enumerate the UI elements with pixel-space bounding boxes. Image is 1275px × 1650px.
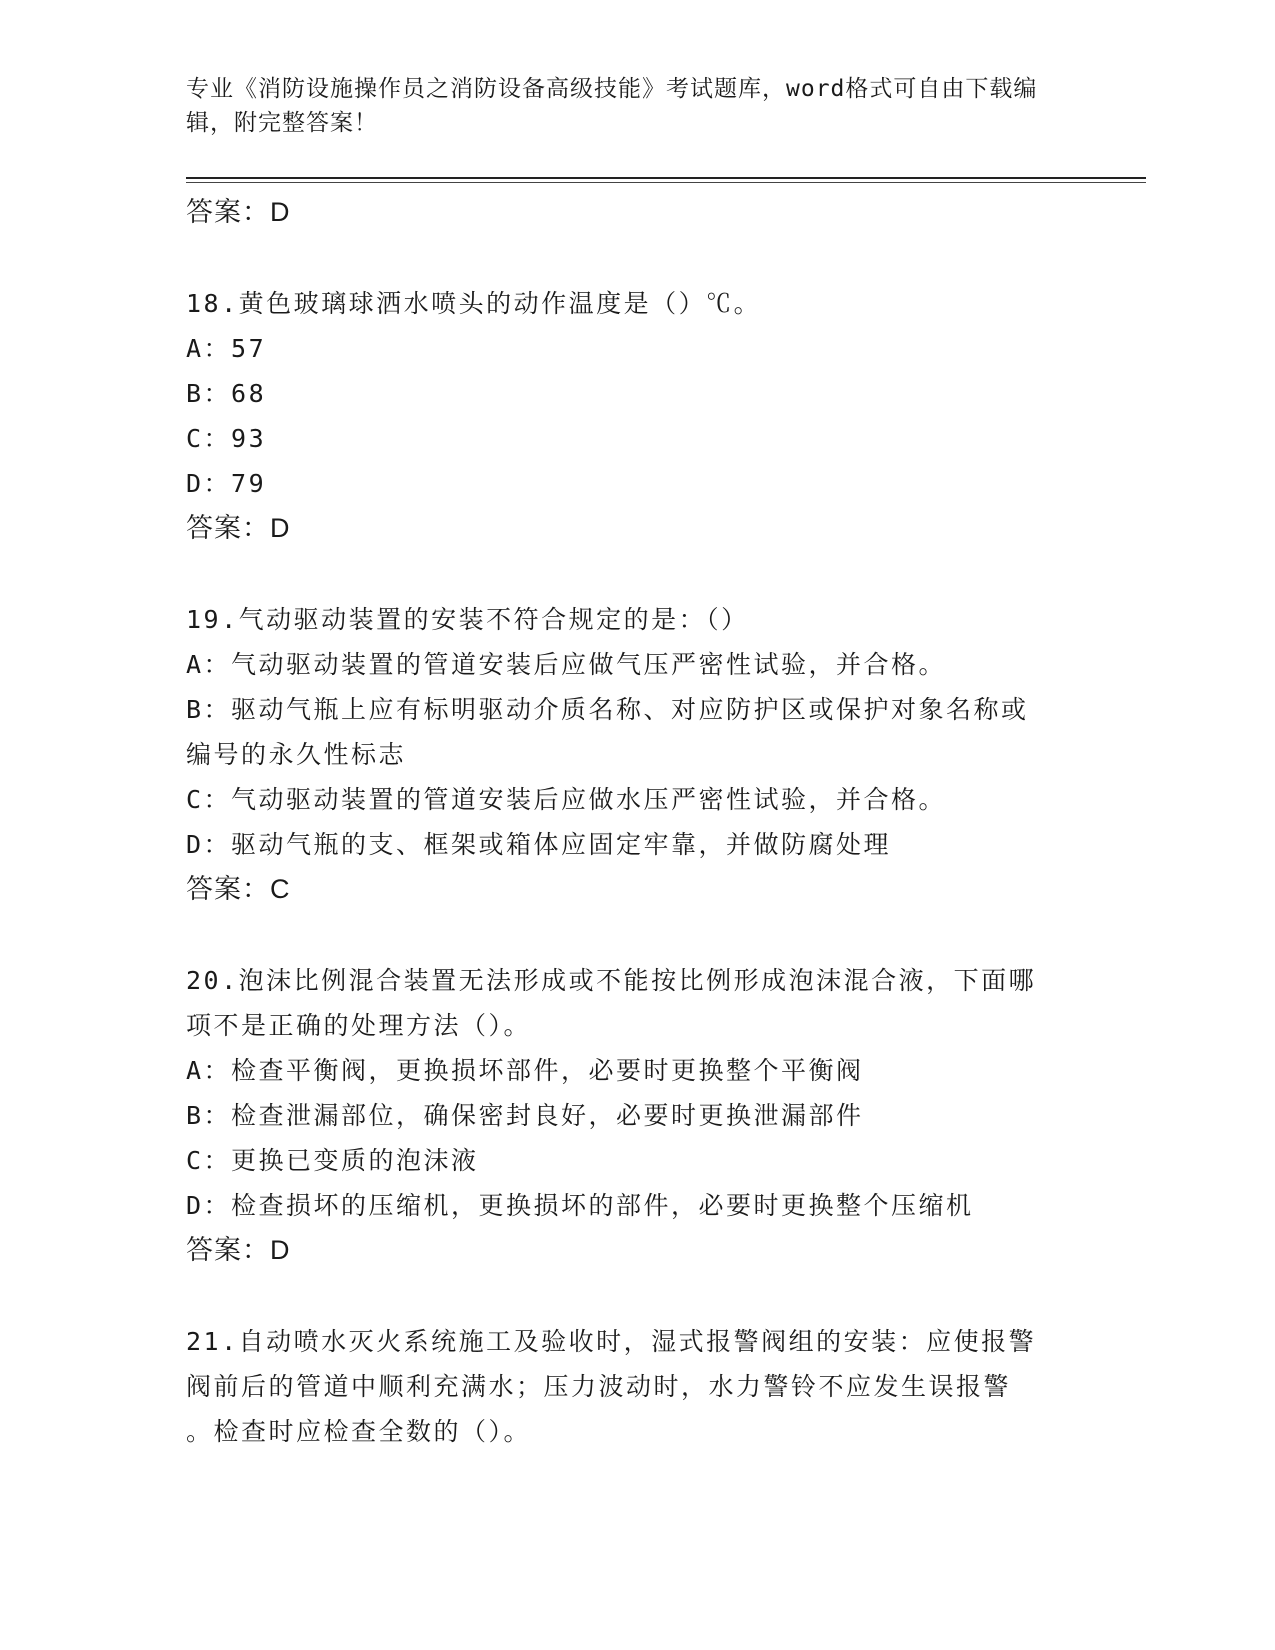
question-list	[186, 190, 1086, 1454]
option-b: B：检查泄漏部位，确保密封良好，必要时更换泄漏部件	[186, 1101, 864, 1130]
question-stem: 19.气动驱动装置的安装不符合规定的是：（）	[186, 605, 749, 634]
question-block	[186, 281, 1086, 551]
option-c: C：93	[186, 424, 267, 453]
document-header	[186, 72, 1066, 140]
option-c: C：气动驱动装置的管道安装后应做水压严密性试验，并合格。	[186, 785, 947, 814]
header-line-2: 辑，附完整答案！	[186, 110, 378, 136]
question-stem: 20.泡沫比例混合装置无法形成或不能按比例形成泡沫混合液，下面哪	[186, 966, 1037, 995]
question-stem-continued: 项不是正确的处理方法（）。	[186, 1011, 532, 1040]
option-a: A：气动驱动装置的管道安装后应做气压严密性试验，并合格。	[186, 650, 947, 679]
option-b: B：68	[186, 379, 267, 408]
option-b: B：驱动气瓶上应有标明驱动介质名称、对应防护区或保护对象名称或	[186, 695, 1029, 724]
option-b-continued: 编号的永久性标志	[186, 740, 407, 769]
option-d: D：79	[186, 469, 267, 498]
question-block	[186, 597, 1086, 912]
option-d: D：检查损坏的压缩机，更换损坏的部件，必要时更换整个压缩机	[186, 1191, 974, 1220]
option-d: D：驱动气瓶的支、框架或箱体应固定牢靠，并做防腐处理	[186, 830, 892, 859]
answer-line: 答案：D	[186, 513, 291, 543]
option-c: C：更换已变质的泡沫液	[186, 1146, 479, 1175]
header-line-1: 专业《消防设施操作员之消防设备高级技能》考试题库，word格式可自由下载编	[186, 76, 1038, 102]
question-block	[186, 958, 1086, 1273]
question-stem-continued: 。检查时应检查全数的（）。	[186, 1417, 532, 1446]
question-stem-continued: 阀前后的管道中顺利充满水；压力波动时，水力警铃不应发生误报警	[186, 1372, 1012, 1401]
header-rule-thin	[186, 182, 1146, 183]
question-stem: 21.自动喷水灭火系统施工及验收时，湿式报警阀组的安装：应使报警	[186, 1327, 1037, 1356]
answer-line: 答案：D	[186, 197, 291, 227]
question-stem: 18.黄色玻璃球洒水喷头的动作温度是（）℃。	[186, 289, 762, 318]
answer-line: 答案：C	[186, 874, 291, 904]
answer-line: 答案：D	[186, 1235, 291, 1265]
question-block	[186, 1319, 1086, 1454]
option-a: A：57	[186, 334, 267, 363]
header-rule-thick	[186, 177, 1146, 179]
option-a: A：检查平衡阀，更换损坏部件，必要时更换整个平衡阀	[186, 1056, 864, 1085]
